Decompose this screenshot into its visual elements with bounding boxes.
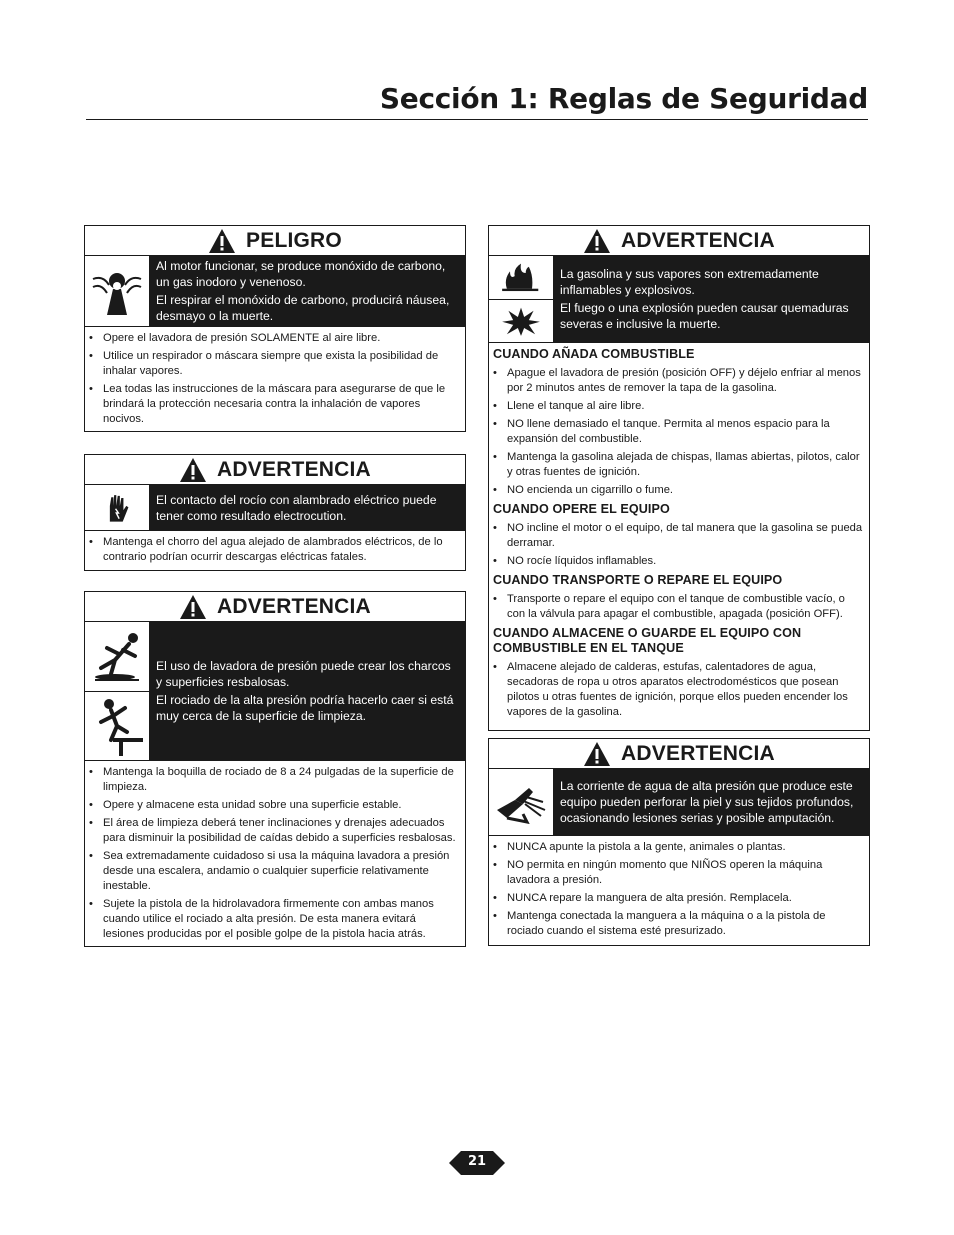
- electric-hand-icon: [97, 493, 137, 523]
- box-header: [85, 455, 465, 485]
- alert-text: Al motor funcionar, se produce monóxido de carbono, un gas inodoro y venenoso.: [156, 259, 446, 289]
- alert-row: [489, 769, 869, 836]
- box-heading: PELIGRO: [246, 228, 342, 252]
- warning-triangle-icon: [179, 457, 207, 483]
- warning-fuel-box: [488, 225, 870, 731]
- section-heading: CUANDO OPERE EL EQUIPO: [493, 502, 670, 516]
- list-item: • Sea extremadamente cuidadoso si usa la máquina lavadora a presión desde una escalera, andamio o cualquier superficie relativamente inestable.: [89, 849, 459, 894]
- section-heading: CUANDO AÑADA COMBUSTIBLE: [493, 347, 695, 361]
- slip-hazard-icon: [89, 630, 145, 682]
- alert-text: El fuego o una explosión pueden causar quemaduras severas e inclusive la muerte.: [560, 301, 849, 331]
- section-heading: CUANDO ALMACENE O GUARDE EL EQUIPO CON COMBUSTIBLE EN EL TANQUE: [493, 626, 802, 655]
- warning-triangle-icon: [179, 594, 207, 620]
- alert-text: El rociado de la alta presión podría hacerlo caer si está muy cerca de la superficie de limpieza.: [156, 693, 454, 723]
- danger-carbon-monoxide-box: [84, 225, 466, 432]
- fall-hazard-icon: [89, 696, 145, 756]
- list-item: • Mantenga conectada la manguera a la máquina o a la pistola de rociado cuando el sistema esté presurizado.: [493, 909, 863, 939]
- precaution-list: [85, 327, 465, 427]
- box-header: [489, 226, 869, 256]
- list-item: • Transporte o repare el equipo con el tanque de combustible vacío, o con la válvula para apagar el combustible, apagada (posición OFF).: [493, 592, 863, 622]
- alert-text: El contacto del rocío con alambrado eléctrico puede tener como resultado electrocution.: [156, 492, 437, 523]
- list-item: • Mantenga la gasolina alejada de chispas, llamas abiertas, pilotos, calor y otras fuentes de ignición.: [493, 450, 863, 480]
- alert-row: [85, 485, 465, 531]
- warning-slip-hazard-box: [84, 591, 466, 947]
- list-item: • El área de limpieza deberá tener inclinaciones y drenajes adecuados para disminuir la posibilidad de caídas debido a superficies resbalosas.: [89, 816, 459, 846]
- title-rule: [86, 119, 868, 120]
- box-header: [85, 592, 465, 622]
- list-item: • NO permita en ningún momento que NIÑOS operen la máquina lavadora a presión.: [493, 858, 863, 888]
- list-item: • Utilice un respirador o máscara siempre que exista la posibilidad de inhalar vapores.: [89, 349, 459, 379]
- list-item: • Almacene alejado de calderas, estufas, calentadores de agua, secadoras de ropa u otros aparatos electrodomésticos que posean pilotos u otras fuentes de ignición, porque ellos pueden encender los vapores de la gasolina.: [493, 660, 863, 720]
- list-item: • NUNCA apunte la pistola a la gente, animales o plantas.: [493, 840, 863, 855]
- page-title: Sección 1: Reglas de Seguridad: [379, 82, 868, 115]
- box-heading: ADVERTENCIA: [217, 457, 371, 481]
- precaution-list: [489, 836, 869, 939]
- alert-row: [85, 256, 465, 327]
- list-item: • Lea todas las instrucciones de la máscara para asegurarse de que le brindará la protección necesaria contra la inhalación de vapores nocivos.: [89, 382, 459, 427]
- box-heading: ADVERTENCIA: [621, 228, 775, 252]
- precaution-list: [85, 761, 465, 942]
- precaution-list: [489, 519, 869, 569]
- page-number-tab: [449, 1150, 505, 1176]
- explosion-icon: [499, 306, 543, 336]
- warning-triangle-icon: [208, 228, 236, 254]
- alert-row: [85, 622, 465, 761]
- list-item: • NUNCA repare la manguera de alta presión. Remplacela.: [493, 891, 863, 906]
- alert-text: La gasolina y sus vapores son extremadamente inflamables y explosivos.: [560, 267, 819, 297]
- list-item: • Mantenga la boquilla de rociado de 8 a 24 pulgadas de la superficie de limpieza.: [89, 765, 459, 795]
- list-item: • Sujete la pistola de la hidrolavadora firmemente con ambas manos cuando utilice el rociado a alta presión. De esta manera evitará lesiones producidas por el posible golpe de la pistola hacia atrás.: [89, 897, 459, 942]
- box-header: [85, 226, 465, 256]
- list-item: • Llene el tanque al aire libre.: [493, 399, 863, 414]
- injection-hazard-icon: [493, 780, 549, 824]
- precaution-list: [489, 590, 869, 622]
- respirator-icon: [89, 265, 145, 317]
- warning-triangle-icon: [583, 741, 611, 767]
- list-item: • Opere y almacene esta unidad sobre una superficie estable.: [89, 798, 459, 813]
- section-heading: CUANDO TRANSPORTE O REPARE EL EQUIPO: [493, 573, 783, 587]
- list-item: • Mantenga el chorro del agua alejado de alambrados eléctricos, de lo contrario podrían ocurrir descargas eléctricas fatales.: [89, 535, 459, 565]
- page-number: 21: [467, 1154, 487, 1169]
- list-item: • NO encienda un cigarrillo o fume.: [493, 483, 863, 498]
- warning-electrocution-box: [84, 454, 466, 571]
- fire-icon: [499, 262, 543, 292]
- alert-text: El uso de lavadora de presión puede crear los charcos y superficies resbalosas.: [156, 659, 451, 689]
- list-item: • NO incline el motor o el equipo, de tal manera que la gasolina se pueda derramar.: [493, 521, 863, 551]
- precaution-list: [85, 531, 465, 565]
- warning-triangle-icon: [583, 228, 611, 254]
- alert-text: El respirar el monóxido de carbono, producirá náusea, desmayo o la muerte.: [156, 293, 450, 323]
- precaution-list: [489, 364, 869, 498]
- list-item: • NO rocíe líquidos inflamables.: [493, 554, 863, 569]
- list-item: • Opere el lavadora de presión SOLAMENTE al aire libre.: [89, 331, 459, 346]
- box-heading: ADVERTENCIA: [621, 741, 775, 765]
- box-header: [489, 739, 869, 769]
- precaution-list: [489, 658, 869, 720]
- alert-text: La corriente de agua de alta presión que produce este equipo pueden perforar la piel y sus tejidos profundos, ocasionando lesiones serias y posible amputación.: [560, 779, 854, 825]
- list-item: • Apague el lavadora de presión (posición OFF) y déjelo enfriar al menos por 2 minutos antes de remover la tapa de la gasolina.: [493, 366, 863, 396]
- list-item: • NO llene demasiado el tanque. Permita al menos espacio para la expansión del combustible.: [493, 417, 863, 447]
- alert-row: [489, 256, 869, 343]
- warning-injection-box: [488, 738, 870, 946]
- box-heading: ADVERTENCIA: [217, 594, 371, 618]
